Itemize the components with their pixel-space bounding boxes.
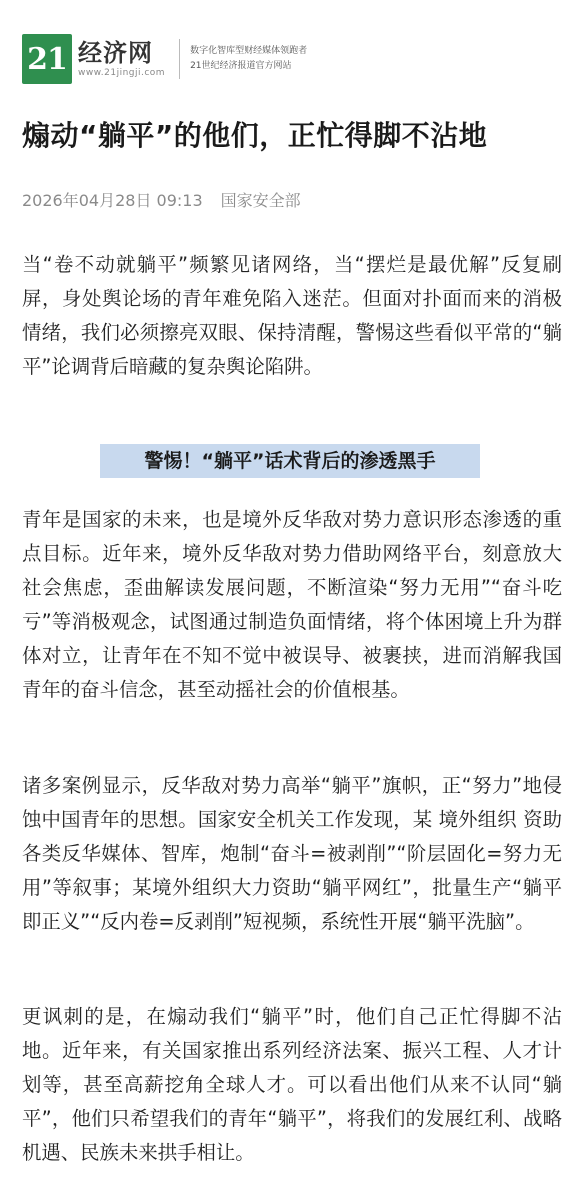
logo-wordmark[interactable]: [78, 39, 165, 79]
article-paragraph-2: 青年是国家的未来，也是境外反华敌对势力意识形态渗透的重点目标。近年来，境外反华敌对势力借助网络平台，刻意放大社会焦虑，歪曲解读发展问题，不断渲染“努力无用”“奋斗吃亏”等消极观念，试图通过制造负面情绪，将个体困境上升为群体对立，让青年在不知不觉中被误导、被裹挟，进而消解我国青年的奋斗信念，甚至动摇社会的价值根基。: [22, 508, 562, 701]
article-meta: [22, 189, 301, 213]
article-subheading: 警惕！“躺平”话术背后的渗透黑手: [100, 444, 480, 478]
article-paragraph-3: 诸多案例显示，反华敌对势力高举“躺平”旗帜，正“努力”地侵蚀中国青年的思想。国家安全机关工作发现，某 境外组织 资助各类反华媒体、智库，炮制“奋斗=被剥削”“阶层固化=努力无用”等叙事；某境外组织大力资助“躺平网红”，批量生产“躺平即正义”“反内卷=反剥削”短视频，系统性开展“躺平洗脑”。: [22, 774, 562, 933]
site-logo[interactable]: [22, 34, 72, 84]
header-divider: [179, 39, 180, 79]
slogan-line-2: 21世纪经济报道官方网站: [190, 61, 292, 71]
article-paragraph-4: 更讽刺的是，在煽动我们“躺平”时，他们自己正忙得脚不沾地。近年来，有关国家推出系列经济法案、振兴工程、人才计划等，甚至高薪挖角全球人才。可以看出他们从来不认同“躺平”，他们只希望我们的青年“躺平”，将我们的发展红利、战略机遇、民族未来拱手相让。: [22, 1005, 562, 1164]
article-source[interactable]: 国家安全部: [220, 191, 301, 210]
logo-url: www.21jingji.com: [78, 68, 166, 78]
slogan-line-1: 数字化智库型财经媒体领跑者: [190, 46, 308, 56]
logo-name: 经济网: [78, 38, 153, 67]
article-title: 煽动“躺平”的他们，正忙得脚不沾地: [22, 119, 488, 152]
article-paragraph-1: 当“卷不动就躺平”频繁见诸网络，当“摆烂是最优解”反复刷屏，身处舆论场的青年难免陷入迷茫。但面对扑面而来的消极情绪，我们必须擦亮双眼、保持清醒，警惕这些看似平常的“躺平”论调背后暗藏的复杂舆论陷阱。: [22, 253, 562, 378]
header-slogans: [190, 44, 307, 74]
article-date: 2026年04月28日 09:13: [22, 191, 203, 210]
site-header: [22, 33, 307, 85]
logo-number: 21: [27, 41, 67, 77]
